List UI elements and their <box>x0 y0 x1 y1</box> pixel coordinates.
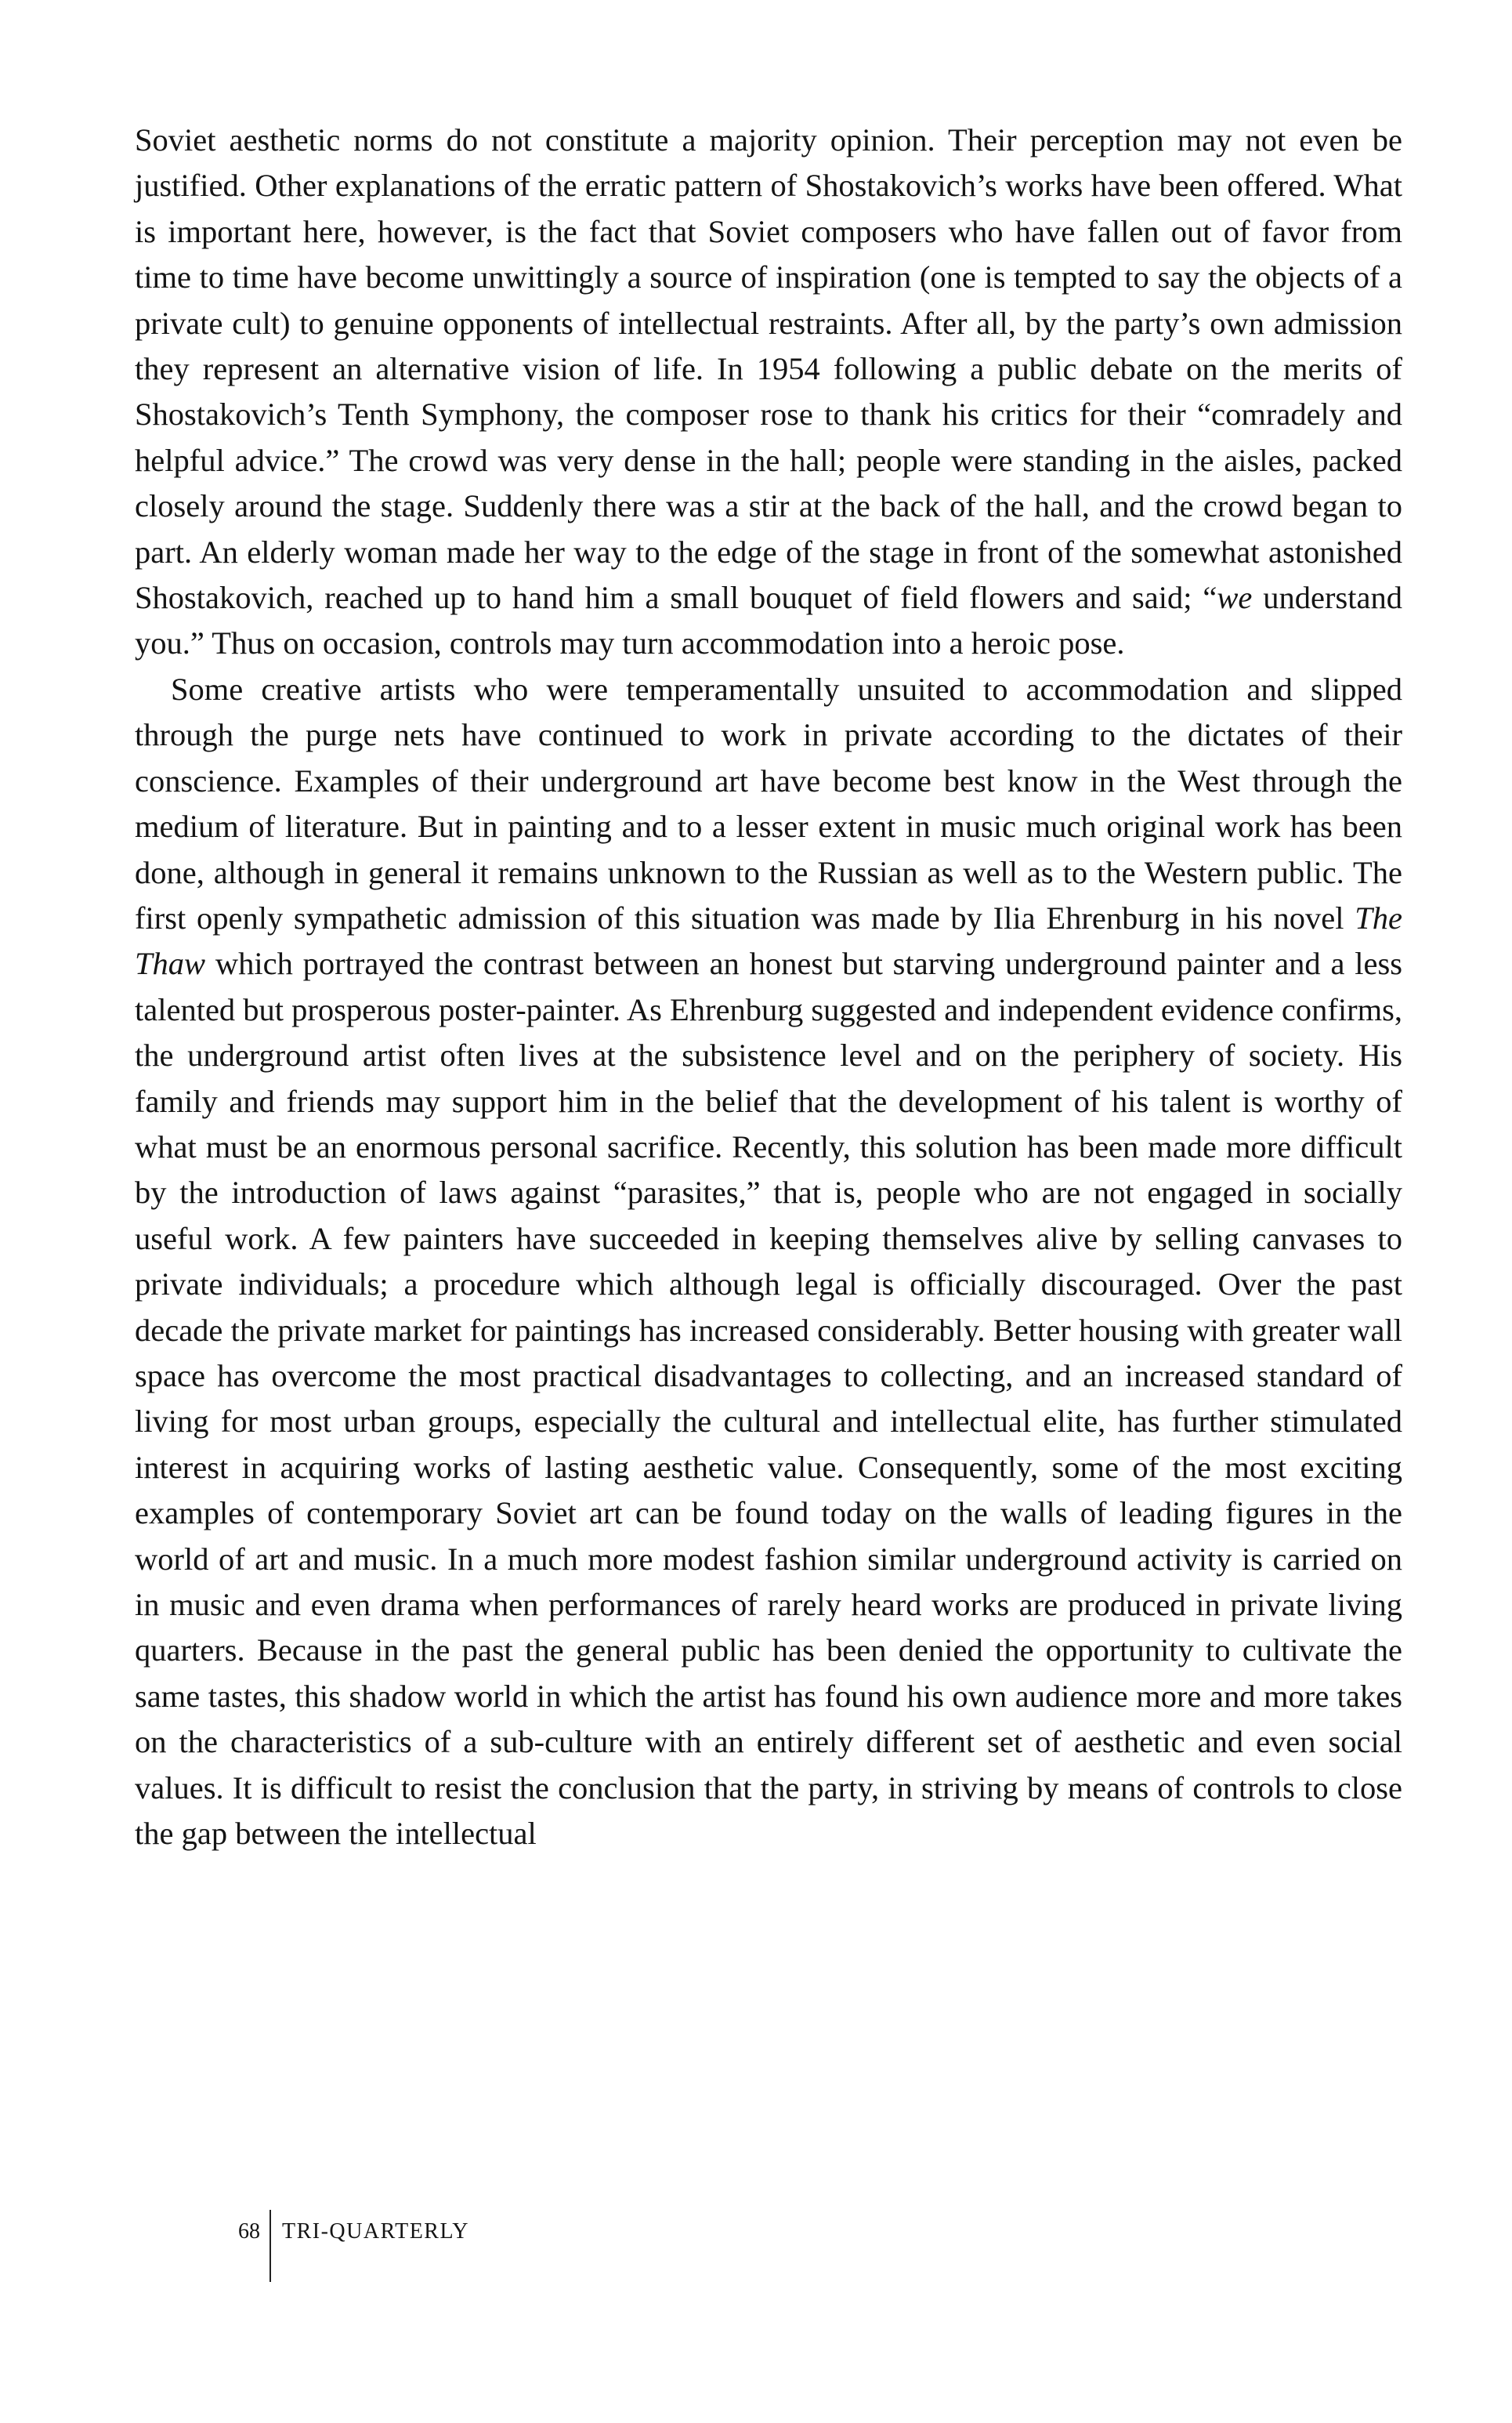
novel-title: The Thaw <box>135 900 1402 982</box>
paragraph-text: which portrayed the contrast between an honest but starving underground painter and a less talented but prosperous poster-painter. As Ehrenburg suggested and independent evidence confirms, the underground artist often lives at the subsistence level and on the periphery of society. His family and friends may support him in the belief that the development of his talent is worthy of what must be an enormous personal sacrifice. Recently, this solution has been made more difficult by the introduction of laws against “parasites,” that is, people who are not engaged in socially useful work. A few painters have succeeded in keeping themselves alive by selling canvases to private individuals; a procedure which although legal is officially discouraged. Over the past decade the private market for paintings has increased considerably. Better housing with greater wall space has overcome the most practical disadvantages to collecting, and an increased standard of living for most urban groups, especially the cultural and intellectual elite, has further stimulated interest in acquiring works of lasting aesthetic value. Consequently, some of the most exciting examples of contemporary Soviet art can be found today on the walls of leading figures in the world of art and music. In a much more modest fashion similar underground activity is carried on in music and even drama when performances of rarely heard works are produced in private living quarters. Because in the past the general public has been denied the opportunity to cultivate the same tastes, this shadow world in which the artist has found his own audience more and more takes on the characteristics of a sub-culture with an entirely different set of aesthetic and even social values. It is difficult to resist the conclusion that the party, in striving by means of controls to close the gap between the intellectual <box>135 946 1403 1852</box>
paragraph-text: Some creative artists who were temperamentally unsuited to accommodation and slipped through the purge nets have continued to work in private according to the dictates of their conscience. Examples of their underground art have become best know in the West through the medium of literature. But in painting and to a lesser extent in music much original work has been done, although in general it remains unknown to the Russian as well as to the Western public. The first openly sympathetic admission of this situation was made by Ilia Ehrenburg in his novel <box>135 671 1402 936</box>
article-body <box>135 118 1402 1856</box>
page-number: 68 <box>238 2219 260 2244</box>
journal-name: TRI-QUARTERLY <box>282 2219 469 2244</box>
paragraph-text: understand you.” Thus on occasion, controls may turn accommodation into a heroic pose. <box>135 580 1403 661</box>
paragraph-text: Soviet aesthetic norms do not constitute a majority opinion. Their perception may not even be justified. Other explanations of the erratic pattern of Shostakovich’s works have been offered. What is important here, however, is the fact that Soviet composers who have fallen out of favor from time to time have become unwittingly a source of inspiration (one is tempted to say the objects of a private cult) to genuine opponents of intellectual restraints. After all, by the party’s own admission they represent an alternative vision of life. In 1954 following a public debate on the merits of Shostakovich’s Tenth Symphony, the composer rose to thank his critics for their “comradely and helpful advice.” The crowd was very dense in the hall; people were standing in the aisles, packed closely around the stage. Suddenly there was a stir at the back of the hall, and the crowd began to part. An elderly woman made her way to the edge of the stage in front of the somewhat astonished Shostakovich, reached up to hand him a small bouquet of field flowers and said; “ <box>135 122 1402 616</box>
footer-divider <box>269 2210 271 2282</box>
paragraph <box>135 118 1402 667</box>
paragraph <box>135 667 1402 1857</box>
italic-emphasis: we <box>1217 580 1253 616</box>
